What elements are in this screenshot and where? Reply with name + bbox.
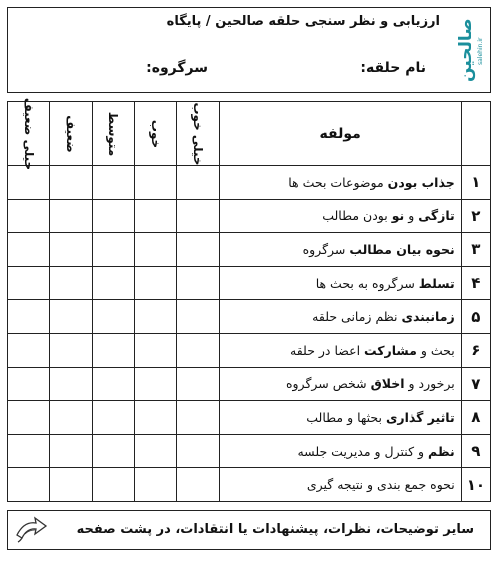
table-row [8,367,491,401]
row-item [219,300,461,334]
item-text: سرگروه به بحث ها [315,275,419,291]
table-row [8,266,491,300]
score-cell[interactable] [92,266,134,300]
item-text: برخورد و [404,376,455,392]
row-number: ۲ [461,199,490,233]
item-text-bold: نحوه بیان مطالب [349,241,455,257]
score-cell[interactable] [135,434,177,468]
score-cell[interactable] [92,199,134,233]
score-cell[interactable] [177,367,219,401]
table-row [8,233,491,267]
score-cell[interactable] [177,333,219,367]
score-cell[interactable] [50,434,92,468]
score-header-average [92,102,134,166]
score-cell[interactable] [135,333,177,367]
row-number: ۷ [461,367,490,401]
score-cell[interactable] [92,434,134,468]
score-cell[interactable] [135,468,177,502]
page-turn-arrow-icon [14,515,48,545]
item-text-bold: تسلط [418,275,455,291]
score-label: ضعیف [64,114,79,153]
row-item [219,199,461,233]
form-title: ارزیابی و نظر سنجی حلقه صالحین / پایگاه [166,14,440,29]
row-number: ۵ [461,300,490,334]
score-cell[interactable] [92,233,134,267]
item-text: نظم زمانی حلقه [312,309,402,325]
row-number: ۸ [461,401,490,435]
score-cell[interactable] [50,199,92,233]
item-text-bold: مشارکت [364,342,417,358]
score-cell[interactable] [50,266,92,300]
row-item [219,266,461,300]
item-text-bold: تازگی [418,208,455,224]
score-cell[interactable] [135,401,177,435]
item-text-bold: جذاب بودن [387,174,455,190]
row-item [219,233,461,267]
score-cell[interactable] [177,401,219,435]
score-cell[interactable] [92,166,134,200]
score-cell[interactable] [177,300,219,334]
row-number: ۶ [461,333,490,367]
number-column-header [461,102,490,166]
score-cell[interactable] [50,233,92,267]
evaluation-table [7,97,491,502]
item-text: و کنترل و مدیریت جلسه [297,443,429,459]
item-text-bold: نو [391,208,405,224]
score-cell[interactable] [135,300,177,334]
logo-subtext: salehin.ir [477,37,484,65]
row-number: ۴ [461,266,490,300]
score-cell[interactable] [135,199,177,233]
table-row [8,166,491,200]
score-cell[interactable] [92,367,134,401]
score-cell[interactable] [8,333,50,367]
row-number: ۱۰ [461,468,490,502]
score-cell[interactable] [8,300,50,334]
score-cell[interactable] [8,434,50,468]
row-number: ۱ [461,166,490,200]
score-cell[interactable] [92,333,134,367]
item-text-bold: زمانبندی [401,309,455,325]
score-label: خوب [148,119,163,148]
score-cell[interactable] [8,266,50,300]
item-text: نحوه جمع بندی و نتیجه گیری [306,477,455,493]
score-cell[interactable] [92,300,134,334]
score-cell[interactable] [135,166,177,200]
score-header-very-weak [8,97,50,170]
score-cell[interactable] [8,166,50,200]
score-cell[interactable] [50,401,92,435]
score-cell[interactable] [177,434,219,468]
item-column-header: مولفه [219,102,461,166]
logo [454,14,486,90]
table-row [8,434,491,468]
score-cell[interactable] [50,166,92,200]
item-text: و [404,208,419,224]
table-row [8,333,491,367]
item-text: بحثها و مطالب [306,409,386,425]
score-header-weak [50,102,92,166]
score-cell[interactable] [177,468,219,502]
item-text-bold: تاثیر گذاری [385,409,455,425]
score-cell[interactable] [92,468,134,502]
group-head-label: سرگروه: [146,60,208,76]
table-row [8,468,491,502]
score-cell[interactable] [135,233,177,267]
table-row [8,401,491,435]
score-header-good [135,102,177,166]
score-header-very-good [177,102,219,166]
score-cell[interactable] [92,401,134,435]
score-cell[interactable] [8,367,50,401]
footer-note: سایر توضیحات، نظرات، پیشنهادات یا انتقادات، در پشت صفحه [76,522,474,537]
footer-box [7,510,491,550]
logo-text: صالحین [456,18,476,82]
item-text: سرگروه [302,241,350,257]
row-item [219,468,461,502]
score-cell[interactable] [135,266,177,300]
table-row [8,199,491,233]
score-label: متوسط [106,111,121,156]
score-cell[interactable] [177,266,219,300]
row-item [219,367,461,401]
score-cell[interactable] [50,367,92,401]
row-item [219,166,461,200]
score-cell[interactable] [8,199,50,233]
score-cell[interactable] [50,468,92,502]
score-cell[interactable] [177,166,219,200]
item-text: بحث و [416,342,455,358]
circle-name-label: نام حلقه: [360,60,426,76]
item-text: اعضا در حلقه [290,342,365,358]
row-item [219,434,461,468]
item-text: بودن مطالب [322,208,392,224]
score-cell[interactable] [50,333,92,367]
score-cell[interactable] [8,468,50,502]
score-label: خیلی ضعیف [21,97,36,170]
item-text: موضوعات بحث ها [288,174,388,190]
row-item [219,333,461,367]
score-cell[interactable] [177,199,219,233]
item-text-bold: نظم [428,443,455,459]
score-cell[interactable] [8,233,50,267]
score-cell[interactable] [50,300,92,334]
score-label: خیلی خوب [191,102,205,165]
score-cell[interactable] [8,401,50,435]
item-text: شخص سرگروه [285,376,371,392]
row-number: ۹ [461,434,490,468]
row-item [219,401,461,435]
score-cell[interactable] [135,367,177,401]
table-row [8,300,491,334]
score-cell[interactable] [177,233,219,267]
item-text-bold: اخلاق [370,376,405,392]
row-number: ۳ [461,233,490,267]
